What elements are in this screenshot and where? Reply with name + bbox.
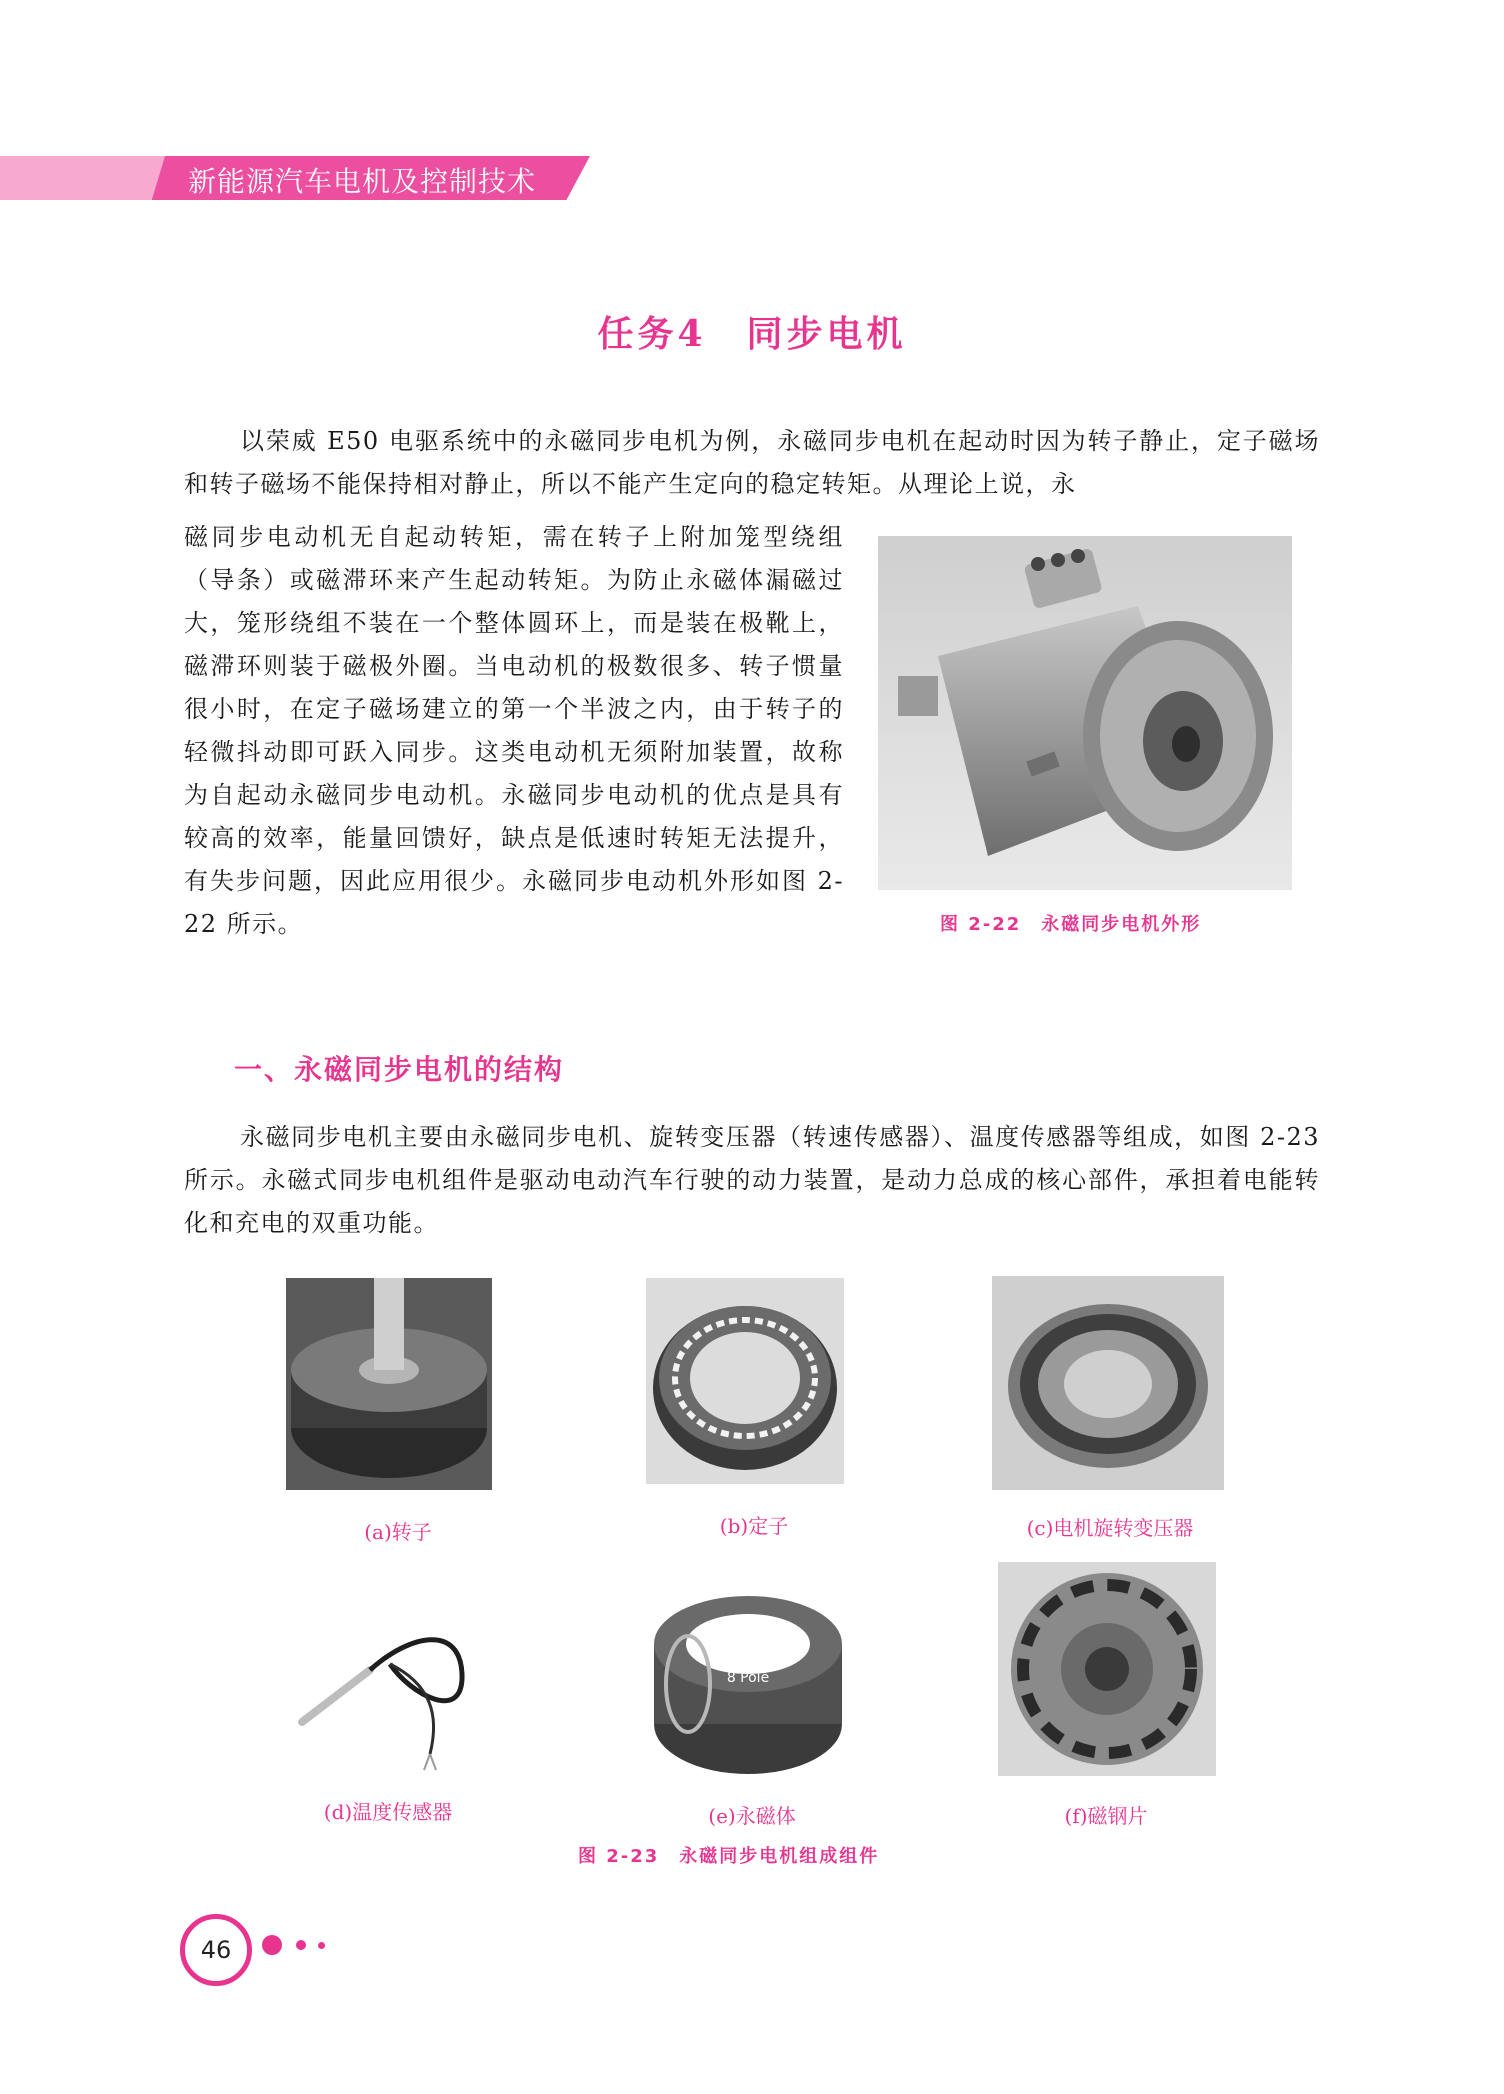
page-number: 46 bbox=[180, 1914, 252, 1986]
sub-caption-f: (f)磁钢片 bbox=[1064, 1804, 1148, 1828]
stator-photo bbox=[646, 1278, 844, 1484]
intro-paragraph-start: 以荣威 E50 电驱系统中的永磁同步电机为例，永磁同步电机在起动时因为转子静止，定子磁场和转子磁场不能保持相对静止，所以不能产生定向的稳定转矩。从理论上说，永 bbox=[184, 427, 1320, 498]
section-heading: 一、永磁同步电机的结构 bbox=[234, 1053, 565, 1086]
figure-2-23-caption: 图 2-23 永磁同步电机组成组件 bbox=[578, 1846, 880, 1867]
rotor-photo bbox=[286, 1278, 492, 1490]
temperature-sensor-photo bbox=[290, 1604, 490, 1772]
resolver-photo bbox=[992, 1276, 1224, 1490]
permanent-magnet-photo bbox=[648, 1574, 848, 1786]
book-title: 新能源汽车电机及控制技术 bbox=[188, 165, 537, 198]
pole-label: 8 Pole bbox=[726, 1670, 770, 1686]
sub-caption-a: (a)转子 bbox=[364, 1520, 432, 1544]
task-title: 任务4 同步电机 bbox=[597, 313, 907, 355]
sub-caption-b: (b)定子 bbox=[719, 1514, 789, 1538]
page-dot-large bbox=[262, 1935, 282, 1955]
structure-paragraph: 永磁同步电机主要由永磁同步电机、旋转变压器（转速传感器）、温度传感器等组成，如图 2-23 所示。永磁式同步电机组件是驱动电动汽车行驶的动力装置，是动力总成的核心部件，承担着电能转化和充电的双重功能。 bbox=[184, 1123, 1320, 1237]
page-dot-medium bbox=[296, 1940, 306, 1950]
sub-caption-e: (e)永磁体 bbox=[708, 1804, 796, 1828]
motor-exterior-photo bbox=[878, 536, 1292, 890]
page-dot-small bbox=[318, 1942, 325, 1949]
intro-paragraph-wrap: 磁同步电动机无自起动转矩，需在转子上附加笼型绕组（导条）或磁滞环来产生起动转矩。为防止永磁体漏磁过大，笼形绕组不装在一个整体圆环上，而是装在极靴上，磁滞环则装于磁极外圈。当电动机的极数很多、转子惯量很小时，在定子磁场建立的第一个半波之内，由于转子的轻微抖动即可跃入同步。这类电动机无须附加装置，故称为自起动永磁同步电动机。永磁同步电动机的优点是具有较高的效率，能量回馈好，缺点是低速时转矩无法提升，有失步问题，因此应用很少。永磁同步电动机外形如图 2-22 所示。 bbox=[184, 523, 844, 938]
magnetic-steel-photo bbox=[998, 1562, 1216, 1776]
sub-caption-c: (c)电机旋转变压器 bbox=[1026, 1516, 1194, 1540]
figure-2-22-caption: 图 2-22 永磁同步电机外形 bbox=[940, 914, 1202, 935]
sub-caption-d: (d)温度传感器 bbox=[323, 1800, 453, 1824]
